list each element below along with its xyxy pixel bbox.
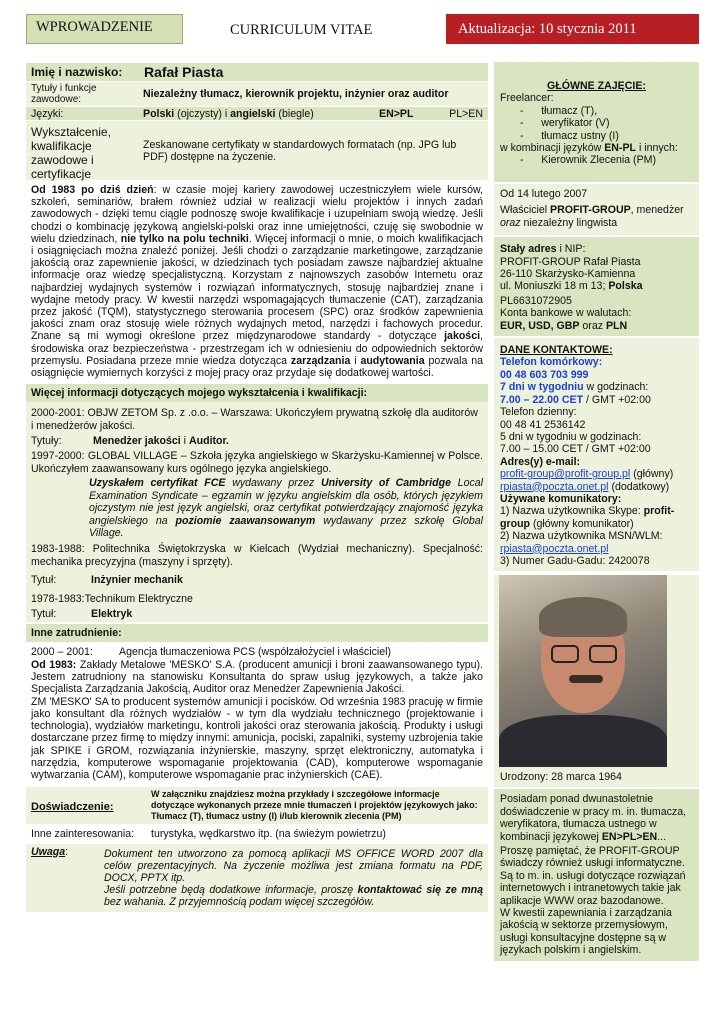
mobile-days (500, 381, 693, 393)
owner-1: Właściciel (500, 204, 551, 217)
title-sep: i (180, 435, 189, 448)
header (26, 14, 699, 44)
role-3-text: tłumacz ustny (I) (541, 129, 619, 142)
intro-text-1: : w czasie mojej kariery zawodowej uczestniczyłem wiele kursów, szkoleń, seminariów, brałem również udział w realizacji wielu projektów i innych zadań zawodowych - dzięki temu ciągle podnoszę swoje kwalifikacje i uzupełniam swoją wiedzę. Jeśli chodzi o kombinację językową angielski-polski oraz inne umiejętności, czuję się swobodnie w wielu dziedzinach, (31, 184, 483, 245)
title-row-2 (31, 574, 483, 586)
extra-1-b: EN>PL>EN (601, 830, 658, 843)
freelancer-label: Freelancer: (500, 92, 554, 105)
email-2-row (500, 481, 693, 493)
fce-4: Local Examination Syndicate – egzamin w języku angielskim dla osób, których językiem ojczystym nie jest język angielski, oraz certyfikat potwierdzający znajomość języka angielskiego na (89, 477, 484, 527)
contact-heading: DANE KONTAKTOWE: (500, 344, 613, 357)
email-2-link[interactable]: rpiasta@poczta.onet.pl (500, 480, 609, 493)
day-phone-label: Telefon dzienny: (500, 406, 577, 419)
section-tab: WPROWADZENIE (26, 14, 183, 44)
experience-label: Doświadczenie: (31, 800, 114, 813)
language-combo (500, 142, 693, 154)
sidebar (494, 62, 699, 961)
titles-value: Niezależny tłumacz, kierownik projektu, inżynier oraz auditor (143, 88, 449, 100)
job-1-text: Agencja tłumaczeniowa PCS (współzałożyciel i właściciel) (119, 646, 392, 659)
birth-date: Urodzony: 28 marca 1964 (500, 771, 622, 784)
fce-6: wydawany przez szkołę Global Village. (89, 514, 483, 539)
extra-1-end: ... (657, 830, 667, 843)
address-heading (500, 243, 693, 255)
name-row (26, 62, 488, 81)
bank-label: Konta bankowe w walutach: (500, 307, 632, 320)
intro-text-4: i (350, 354, 361, 367)
job-1 (31, 646, 483, 658)
languages-row (26, 106, 488, 120)
note-text-1: Dokument ten utworzono za pomocą aplikacji MS OFFICE WORD 2007 dla celów prezentacyjnych. Na życzenie możliwa jest zmiana formatu na PDF, DOCX, PPTX itp. (104, 847, 483, 884)
note-text-2 (104, 884, 483, 908)
experience-row (26, 786, 488, 824)
note-row (26, 843, 488, 912)
owner-i: oraz (500, 216, 521, 229)
addr-1: i NIP: (556, 243, 586, 256)
interests-value: turystyka, wędkarstwo itp. (na świeżym powietrzu) (151, 827, 386, 840)
employment-block (26, 642, 488, 783)
title-value-3: Elektryk (91, 607, 133, 620)
address-line-2: 26-110 Skarżysko-Kamienna (500, 268, 636, 281)
contact-box (494, 338, 699, 571)
extra-1 (500, 793, 693, 843)
mobile-number[interactable]: 00 48 603 703 999 (500, 368, 589, 381)
profile-photo (499, 575, 667, 767)
education-cert-row (26, 120, 488, 180)
lang-polish: Polski (143, 108, 175, 120)
owner-3: niezależny lingwista (520, 216, 618, 229)
education-heading: Więcej informacji dotyczących mojego wykształcenia i kwalifikacji: (26, 384, 488, 402)
title-label-2: Tytuł: (31, 574, 57, 587)
education-block (26, 402, 488, 622)
photo-shirt (499, 715, 667, 767)
photo-glasses-right (589, 645, 617, 663)
mobile-days-b: 7 dni w tygodniu (500, 381, 584, 394)
left-column (26, 62, 488, 912)
intro-text-2: . Więcej informacji o mnie, o moich kwalifikacjach i osiągnięciach można znaleźć poniżej. Jeśli chodzi o zarządzanie marketingowe, zarządzanie jakością oraz zapewnienie jakości, w dziedzinach tych posiadam zawsze najbardziej aktualne informacje oraz wiedzę specjalistyczną. Korzystam z najnowszych zasobów Internetu oraz najbardziej wydajnych systemów i rozwiązań informatycznych, stosuję najbardziej znane i wydajne metody pracy. W kwestii narzędzi wspomagających tłumaczenie (CAT), zarządzania przez jakość (TQM), statystycznego sterowania procesem (SPC) oraz środków zapewnienia jakości znam oraz stosuję wiele różnych wydajnych metod, narzędzi i fachowych procedur. Znane są mi wymogi określone przez międzynarodowe standardy - dotyczące (31, 232, 483, 343)
fce-note (31, 477, 483, 539)
email-2-note: (dodatkowy) (608, 480, 670, 493)
gadu-gadu: 3) Numer Gadu-Gadu: 2420078 (500, 554, 650, 567)
update-date: Aktualizacja: 10 stycznia 2011 (446, 14, 699, 44)
education-entry-1: 2000-2001: OBJW ZETOM Sp. z .o.o. – Warszawa: Ukończyłem prywatną szkołę dla auditorów i menedżerów jakości. (31, 407, 478, 432)
intro-bold-2: jakości (444, 330, 481, 343)
photo-box (494, 575, 699, 787)
addr-4b: Polska (608, 280, 643, 293)
cur-1: oraz (579, 319, 606, 332)
extra-2: Proszę pamiętać, że PROFIT-GROUP świadczy również usługi informatyczne. Są to m. in. usługi dotyczące rozwiązań internetowych i intranetowych takie jak aplikacje WWW oraz bazodanowe. (500, 845, 686, 907)
address-line-3 (500, 280, 693, 292)
role-pm: - Kierownik Zlecenia (PM) (520, 154, 656, 167)
currencies (500, 320, 693, 332)
full-name: Rafał Piasta (144, 64, 224, 80)
combo-2: i innych: (636, 142, 678, 155)
day-phone-hours: 7.00 – 15.00 CET / GMT +02:00 (500, 443, 651, 456)
email-1-link[interactable]: profit-group@profit-group.pl (500, 468, 631, 481)
job-1-years: 2000 – 2001: (31, 646, 93, 659)
role-2-text: weryfikator (V) (541, 117, 610, 130)
note-text (96, 846, 488, 908)
msn-link[interactable]: rpiasta@poczta.onet.pl (500, 542, 609, 555)
education-entry-4: 1978-1983:Technikum Elektryczne (31, 592, 193, 605)
interests-row (26, 824, 488, 843)
education-cert-label: Wykształcenie, kwalifikacje zawodowe i certyfikacje (31, 125, 111, 181)
job-2-lead: Od 1983: (31, 658, 77, 671)
title-label-3: Tytuł: (31, 607, 57, 620)
languages-label: Języki: (31, 108, 64, 120)
main-occupation-heading: GŁÓWNE ZAJĘCIE: (547, 80, 646, 92)
intro-bold-4: audytowania (360, 354, 425, 367)
intro-bold-3: zarządzania (290, 354, 351, 367)
note-text-2a: Jeśli potrzebne będą dodatkowe informacje, proszę (104, 883, 358, 896)
title-row-3 (31, 608, 483, 620)
fce-5: poziomie zaawansowanym (175, 514, 316, 527)
job-2 (31, 659, 483, 696)
fce-3: University of Cambridge (320, 477, 451, 490)
mobile-hours-2: / GMT +02:00 (583, 393, 651, 406)
note-colon: : (65, 845, 69, 858)
education-entry-2: 1997-2000: GLOBAL VILLAGE – Szkoła języka angielskiego w Skarżysku-Kamiennej w Polsce. Ukończyłem zaawansowany kurs ogólnego języka angielskiego. (31, 450, 483, 475)
job-2-text: Zakłady Metalowe 'MESKO' S.A. (producent amunicji i broni zaawansowanego typu). Jestem zatrudniony na stanowisku Konsultanta do spraw usług językowych, a także jako Specjalista Zarządzania Jakością, Auditor oraz Menedżer Zapewnienia Jakości. (31, 658, 483, 696)
employment-heading: Inne zatrudnienie: (26, 624, 488, 642)
role-2: - weryfikator (V) (520, 117, 610, 130)
day-phone[interactable]: 00 48 41 2536142 (500, 418, 586, 431)
title-value-1 (93, 435, 229, 447)
title-auditor: Auditor. (188, 435, 230, 448)
skype-b: profit-group (500, 505, 675, 530)
mobile-days-2: w godzinach: (583, 381, 649, 394)
title-label-1: Tytuły: (31, 435, 62, 448)
msn-label: 2) Nazwa użytkownika MSN/WLM: (500, 530, 663, 543)
lang-text-2: (biegle) (275, 108, 314, 120)
photo-hair (539, 597, 627, 637)
note-text-2c: bez wahania. Z przyjemnością podam więcej szczegółów. (104, 895, 375, 908)
since-date: Od 14 lutego 2007 (500, 188, 588, 200)
pair-en-pl: EN>PL (379, 108, 414, 120)
nip: PL6631072905 (500, 294, 572, 307)
cur-b2: PLN (605, 319, 628, 332)
mobile-label: Telefon komórkowy: (500, 356, 603, 369)
page-title: CURRICULUM VITAE (230, 22, 373, 38)
owner-2: , menedżer (630, 204, 684, 217)
education-entry-3: 1983-1988: Politechnika Świętokrzyska w Kielcach (Wydział mechaniczny). Specjalność: mechanika precyzyjna (maszyny i sprzęty). (31, 543, 483, 568)
education-cert-value: Zeskanowane certyfikaty w standardowych formatach (np. JPG lub PDF) dostępne na życzenie. (143, 139, 457, 163)
owner-line (500, 204, 693, 229)
photo-mustache (569, 675, 603, 683)
note-label (26, 846, 96, 908)
lang-text-1: (ojczysty) i (174, 108, 231, 120)
owner-b: PROFIT-GROUP (550, 204, 631, 217)
address-box (494, 237, 699, 336)
titles-row (26, 81, 488, 106)
intro-bold-1: nie tylko na polu techniki (120, 232, 249, 245)
skype-2: (główny komunikator) (530, 517, 634, 530)
role-1: - tłumacz (T), (520, 104, 598, 117)
role-3: - tłumacz ustny (I) (520, 129, 619, 142)
lang-english: angielski (230, 108, 276, 120)
cur-b: EUR, USD, GBP (500, 319, 580, 332)
messengers-label: Używane komunikatory: (500, 492, 622, 505)
day-phone-days: 5 dni w tygodniu w godzinach: (500, 430, 642, 443)
addr-b: Stały adres (500, 243, 557, 256)
main-occupation-box (494, 62, 699, 182)
email-1-note: (główny) (630, 468, 674, 481)
combo-b: EN-PL (604, 142, 636, 155)
email-1-row (500, 468, 693, 480)
titles-label: Tytuły i funkcje zawodowe: (31, 83, 97, 105)
extra-info-box (494, 789, 699, 960)
addr-4: ul. Moniuszki 18 m 13; (500, 280, 609, 293)
interests-label: Inne zainteresowania: (31, 827, 135, 840)
note-label-text: Uwaga (31, 845, 66, 858)
extra-1-text: Posiadam ponad dwunastoletnie doświadczenie w pracy m. in. tłumacza, weryfikatora, tłumacza ustnego w kombinacji językowej (500, 793, 687, 843)
languages-value (138, 107, 376, 120)
title-row-1 (31, 435, 483, 447)
note-text-2b: kontaktować się ze mną (357, 883, 484, 896)
pair-pl-en: PL>EN (449, 108, 483, 120)
email-label: Adres(y) e-mail: (500, 455, 581, 468)
photo-glasses-left (551, 645, 579, 663)
title-value-2: Inżynier mechanik (91, 574, 183, 587)
intro-paragraph (26, 182, 488, 381)
fce-2: wydawany przez (225, 477, 321, 490)
job-3: ZM 'MESKO' SA to producent systemów amunicji i pocisków. Od września 1983 pracuję w firmie jako konsultant dla różnych wydziałów - w tym dla wydziału technicznego (projektowanie i technologia), wydziałów marketingu, kontroli jakości oraz sterowania jakością. Produkty i usługi dostarczane przez firmę to między innymi: amunicja, pociski, zapalniki, systemy uzbrojenia takie jak SPIKE i GROM, rozwiązania inżynierskie, maszyny, sprzęt elektroniczny, automatyka i narzędzia, komputerowe wspomaganie projektowania (CAD), komputerowe wspomaganie wytwarzania (CAM), komputerowe wspomaganie prac inżynierskich (CAE). (31, 695, 483, 782)
fce-1: Uzyskałem certyfikat FCE (89, 477, 226, 490)
intro-text-5: pozwala na osiągnięcie wymiernych korzyści z mojej pracy oraz przydaje się dodatkowej wartości. (31, 354, 483, 380)
title-qm: Menedżer jakości (93, 435, 181, 448)
skype-1: 1) Nazwa użytkownika Skype: (500, 505, 644, 518)
company-box (494, 184, 699, 235)
skype (500, 505, 693, 530)
combo-1: w kombinacji języków (500, 142, 605, 155)
intro-text-3: , środowiska oraz bezpieczeństwa - przestrzegam ich w odniesieniu do odpowiednich sektorów przemysłu. Posiadana przeze mnie wiedza dotycząca (31, 330, 483, 367)
address-line-1: PROFIT-GROUP Rafał Piasta (500, 255, 641, 268)
intro-lead: Od 1983 po dziś dzień (31, 184, 154, 196)
role-pm-text: Kierownik Zlecenia (PM) (541, 154, 656, 167)
mobile-hours-b: 7.00 – 22.00 CET (500, 393, 584, 406)
role-1-text: tłumacz (T), (541, 104, 598, 117)
experience-text: W załączniku znajdziesz można przykłady i szczegółowe informacje dotyczące wykonanych przeze mnie tłumaczeń i projektów językowych jako: Tłumacz (T), tłumacz ustny (I) i/lub kierownik zlecenia (PM) (151, 788, 478, 821)
mobile-hours (500, 394, 693, 406)
extra-3: W kwestii zapewniania i zarządzania jakością w sektorze przemysłowym, usługi konsultacyjne dostępne są w językach polskim i angielskim. (500, 907, 672, 957)
name-label: Imię i nazwisko: (31, 65, 123, 79)
